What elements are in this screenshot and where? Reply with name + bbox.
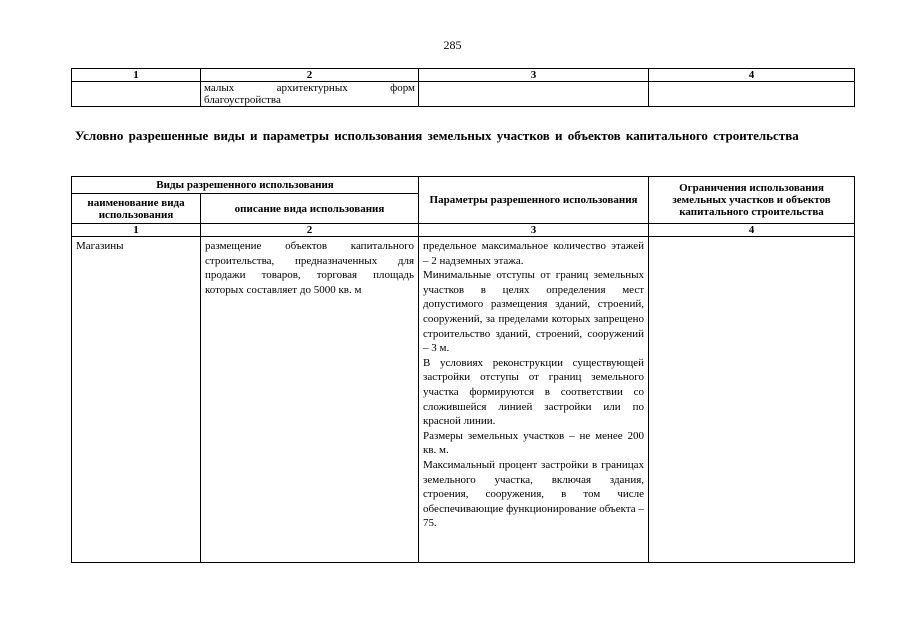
column-number: 3 <box>419 224 649 237</box>
column-number: 1 <box>72 224 201 237</box>
table-row <box>72 237 855 563</box>
column-number: 4 <box>649 69 855 82</box>
parameter-paragraph: Размеры земельных участков – не менее 200 кв. м. <box>423 429 645 457</box>
header-description: описание вида использования <box>201 194 419 224</box>
text-line: благоустройства <box>204 94 281 106</box>
column-number: 2 <box>201 224 419 237</box>
header-name: наименование вида использования <box>72 194 201 224</box>
use-name-cell: Магазины <box>72 237 201 563</box>
column-number: 4 <box>649 224 855 237</box>
table-row <box>72 82 855 107</box>
header-group: Виды разрешенного использования <box>72 177 419 194</box>
parameters-cell <box>419 237 649 563</box>
section-title: Условно разрешенные виды и параметры использования земельных участков и объектов капитального строительства <box>75 128 799 143</box>
land-use-table <box>71 176 855 563</box>
use-description-cell: размещение объектов капитального строительства, предназначенных для продажи товаров, торговая площадь которых составляет до 5000 кв. м <box>201 237 419 563</box>
parameter-paragraph: В условиях реконструкции существующей застройки отступы от границ земельного участка формируются в соответствии со сложившейся линией застройки или по красной линии. <box>423 356 645 428</box>
text-line: малых архитектурных форм <box>204 82 415 94</box>
column-number-row <box>72 224 855 237</box>
column-number-row <box>72 69 855 82</box>
table-cell <box>72 82 201 107</box>
restrictions-cell <box>649 237 855 563</box>
parameter-paragraph: Максимальный процент застройки в границах земельного участка, включая здания, строения, сооружения, в том числе обеспечивающие функционирование объекта – 75. <box>423 458 645 530</box>
table-cell <box>419 82 649 107</box>
page-number: 285 <box>443 38 462 52</box>
header-parameters: Параметры разрешенного использования <box>419 177 649 224</box>
column-number: 3 <box>419 69 649 82</box>
column-number: 2 <box>201 69 419 82</box>
parameter-paragraph: Минимальные отступы от границ земельных участков в целях определения мест допустимого размещения зданий, строений, сооружений, за пределами которых запрещено строительство зданий, строений, сооружений – 3 м. <box>423 269 645 355</box>
table-cell <box>649 82 855 107</box>
continuation-table <box>71 68 855 107</box>
table-cell-description <box>201 82 419 107</box>
header-restrictions: Ограничения использования земельных участков и объектов капитального строительства <box>649 177 855 224</box>
parameter-paragraph: предельное максимальное количество этажей – 2 надземных этажа. <box>423 240 645 267</box>
column-number: 1 <box>72 69 201 82</box>
header-row <box>72 177 855 194</box>
